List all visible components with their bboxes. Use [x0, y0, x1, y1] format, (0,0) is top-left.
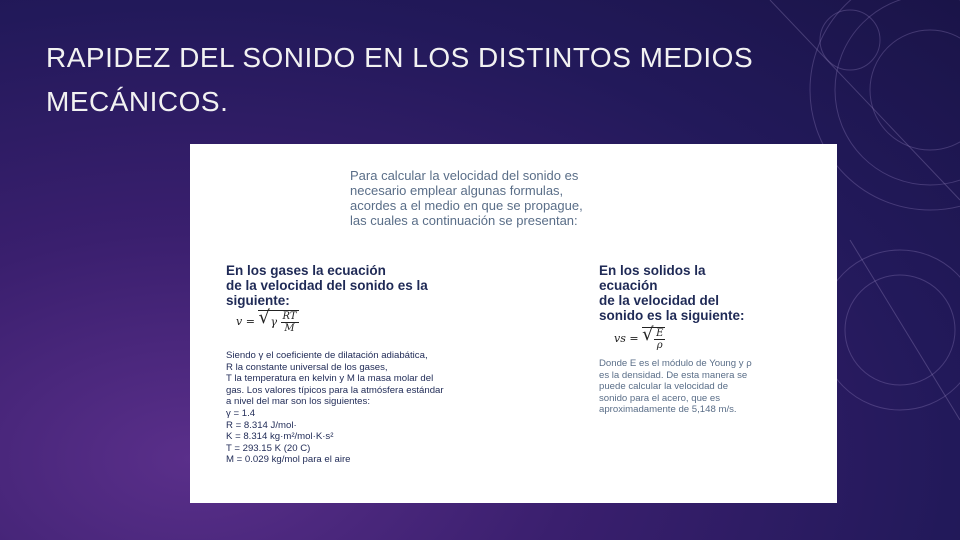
solids-line: sonido para el acero, que es [599, 392, 721, 404]
gases-line: M = 0.029 kg/mol para el aire [226, 454, 351, 466]
gases-line: R = 8.314 J/mol· [226, 419, 297, 431]
gases-formula [236, 310, 299, 334]
heading-line: de la velocidad del [599, 293, 720, 308]
formula-lhs: vs = [614, 332, 639, 345]
intro-line: las cuales a continuación se presentan: [350, 213, 578, 228]
formula-denominator: M [284, 323, 295, 334]
heading-line: sonido es la siguiente: [599, 308, 745, 323]
solids-heading [599, 263, 799, 323]
solids-formula [614, 327, 665, 351]
formula-lhs: v = [236, 315, 255, 328]
content-image-panel [190, 144, 837, 503]
heading-line: En los solidos la [599, 263, 706, 278]
solids-line: es la densidad. De esta manera se [599, 369, 748, 381]
intro-line: acordes a el medio en que se propague, [350, 198, 583, 213]
solids-description [599, 358, 819, 416]
solids-line: puede calcular la velocidad de [599, 381, 729, 393]
formula-fraction [654, 328, 665, 351]
slide-title [46, 36, 806, 124]
gases-line: T = 293.15 K (20 C) [226, 442, 311, 454]
formula-numerator: RT [282, 311, 297, 322]
gases-description [226, 350, 516, 466]
intro-line: Para calcular la velocidad del sonido es [350, 168, 579, 183]
gases-line: K = 8.314 kg·m²/mol·K·s² [226, 431, 334, 443]
formula-denominator: ρ [656, 340, 663, 351]
slide-title-line: RAPIDEZ DEL SONIDO EN LOS DISTINTOS MEDIOS [46, 42, 754, 73]
gases-line: gas. Los valores típicos para la atmósfera estándar [226, 384, 444, 396]
gases-heading [226, 263, 506, 308]
gases-line: T la temperatura en kelvin y M la masa molar del [226, 373, 434, 385]
slide-title-line: MECÁNICOS. [46, 86, 229, 117]
gases-line: γ = 1.4 [226, 407, 256, 419]
heading-line: ecuación [599, 278, 658, 293]
formula-fraction [281, 311, 299, 334]
solids-line: aproximadamente de 5,148 m/s. [599, 404, 737, 416]
formula-sqrt [642, 327, 665, 351]
heading-line: de la velocidad del sonido es la [226, 278, 428, 293]
formula-numerator: √ E [656, 328, 664, 339]
formula-sqrt [258, 310, 298, 334]
intro-text [350, 168, 670, 228]
gases-line: Siendo γ el coeficiente de dilatación adiabática, [226, 350, 428, 361]
heading-line: siguiente: [226, 293, 290, 308]
intro-line: necesario emplear algunas formulas, [350, 183, 564, 198]
formula-coef: γ [270, 315, 278, 329]
gases-line: a nivel del mar son los siguientes: [226, 396, 370, 408]
heading-line: En los gases la ecuación [226, 263, 386, 278]
solids-line: Donde E es el módulo de Young y ρ [599, 358, 752, 369]
gases-line: R la constante universal de los gases, [226, 361, 388, 373]
